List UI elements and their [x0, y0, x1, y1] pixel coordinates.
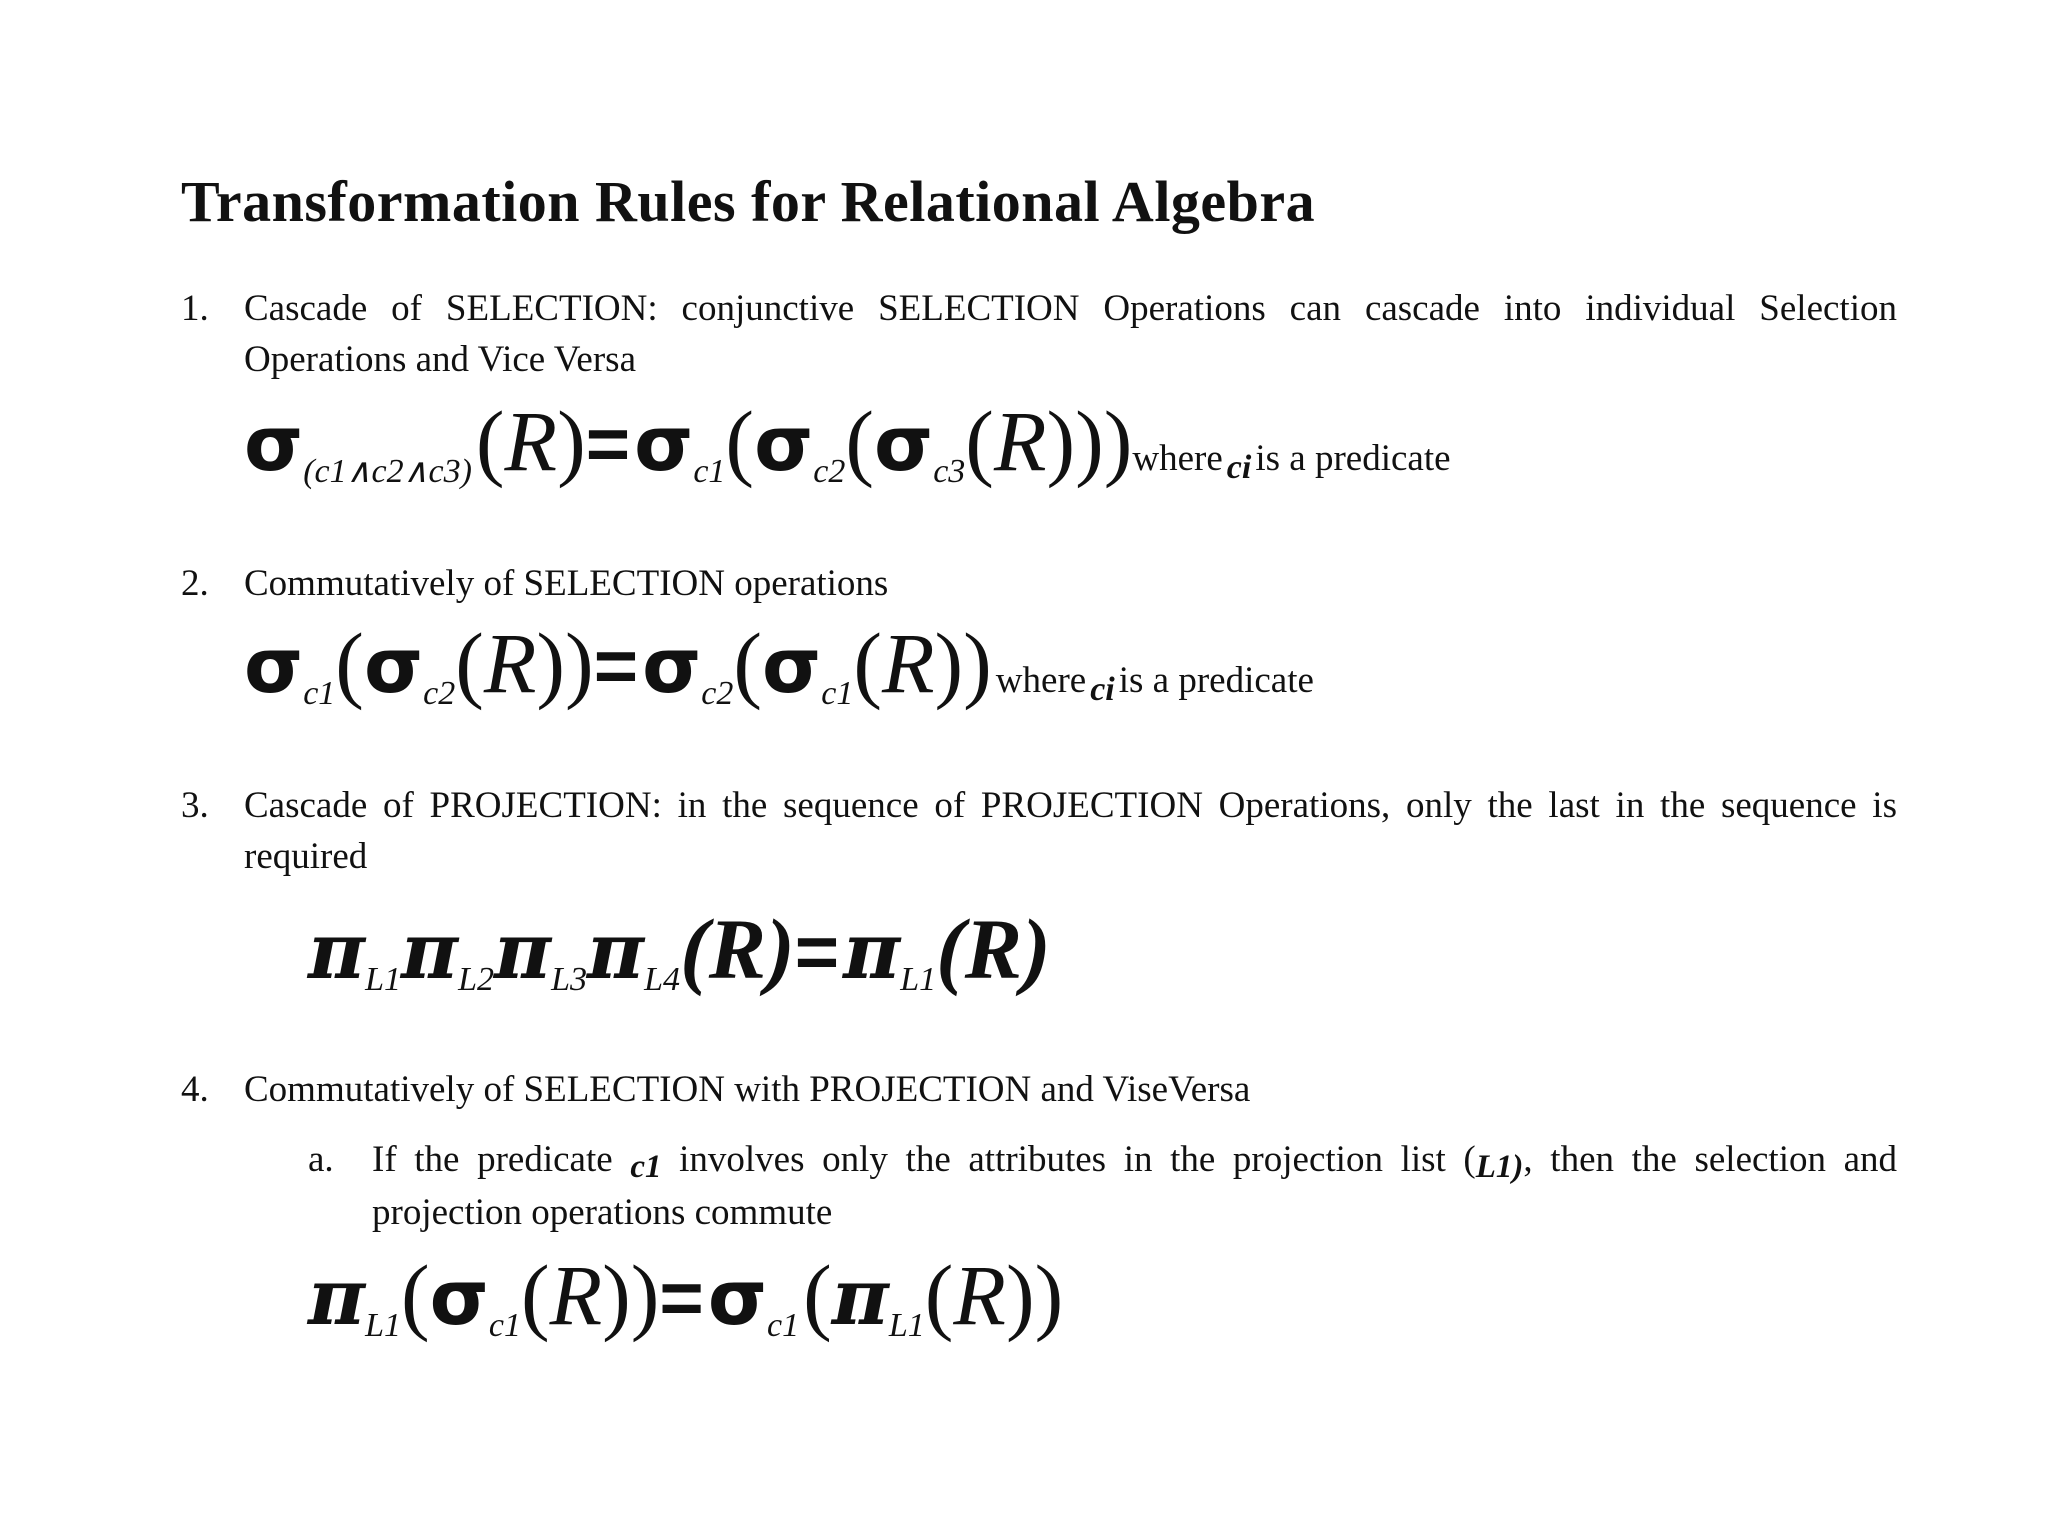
rule-4a-text-before: If the predicate: [372, 1139, 613, 1180]
formula-paren: (: [475, 393, 505, 489]
formula-subscript: L1: [365, 1307, 402, 1344]
formula-subscript: c1: [488, 1307, 521, 1344]
rule-3-formula: πL1πL2πL3πL4(R)= πL1(R): [308, 901, 1051, 998]
rule-2-text: Commutatively of SELECTION operations: [244, 563, 889, 604]
formula-subscript: L1: [365, 961, 402, 998]
formula-equals: =: [659, 1256, 704, 1341]
rule-1-text: Cascade of SELECTION: conjunctive SELECTION Operations can cascade into individual Selection Operations and Vice Versa: [244, 288, 1897, 380]
pi-symbol: π: [308, 906, 366, 997]
rule-4a-text-after: , then the selection and projection operations commute: [372, 1139, 1898, 1233]
rule-3-number: 3.: [181, 785, 209, 826]
pi-symbol: π: [831, 1252, 889, 1343]
sigma-symbol: σ: [634, 399, 694, 488]
formula-paren: )): [1075, 393, 1133, 489]
pi-symbol: π: [308, 1252, 366, 1343]
formula-note-where: where: [1132, 438, 1223, 479]
formula-paren: (: [845, 393, 874, 489]
formula-subscript: L3: [551, 961, 588, 998]
formula-relation: R: [881, 615, 935, 711]
rule-3-text: Cascade of PROJECTION: in the sequence of PROJECTION Operations, only the last in the sequence is required: [244, 785, 1897, 877]
formula-relation: R: [953, 1247, 1006, 1343]
pi-symbol: π: [494, 906, 552, 997]
pi-symbol: π: [843, 906, 901, 997]
formula-equals: =: [593, 624, 639, 709]
pi-symbol: π: [401, 906, 459, 997]
formula-subscript: c3: [933, 453, 966, 490]
formula-subscript: c2: [701, 675, 734, 712]
rule-4a-text-middle: involves only the attributes in the projection list (: [679, 1139, 1476, 1180]
formula-note-var: ci: [1090, 671, 1115, 708]
rule-2-number: 2.: [181, 563, 209, 604]
rule-4a-var-l1: L1): [1475, 1149, 1524, 1185]
sigma-symbol: σ: [429, 1253, 489, 1342]
pi-symbol: π: [587, 906, 645, 997]
rule-4a-var-c1: c1: [630, 1149, 662, 1185]
sigma-symbol: σ: [874, 399, 934, 488]
rule-4-text: Commutatively of SELECTION with PROJECTION and ViseVersa: [244, 1069, 1251, 1110]
formula-note-text: is a predicate: [1255, 438, 1451, 479]
formula-subscript: c2: [423, 675, 456, 712]
formula-relation: R: [964, 901, 1023, 997]
formula-subscript: c1: [767, 1307, 800, 1344]
formula-relation: R: [993, 393, 1047, 489]
formula-relation: R: [504, 393, 558, 489]
rule-2-formula: σc1(σc2(R))= σc2(σc1(R)) where ci is a predicate: [244, 615, 1314, 712]
rule-1-number: 1.: [181, 288, 209, 329]
formula-subscript: c1: [303, 675, 336, 712]
formula-paren: ): [557, 393, 586, 489]
formula-paren: (: [965, 393, 994, 489]
sigma-symbol: σ: [244, 399, 304, 488]
formula-subscript: L2: [458, 961, 495, 998]
rule-4a-text: [372, 1134, 1897, 1238]
formula-note-where: where: [995, 660, 1087, 701]
rule-4-number: 4.: [181, 1069, 209, 1110]
formula-paren: ): [1046, 393, 1076, 489]
sigma-symbol: σ: [762, 621, 822, 710]
formula-relation: R: [483, 615, 537, 711]
formula-note-var: ci: [1226, 449, 1252, 486]
formula-relation: R: [708, 901, 767, 997]
rule-4a-label: a.: [308, 1139, 334, 1180]
sigma-symbol: σ: [244, 621, 304, 710]
sigma-symbol: σ: [363, 621, 424, 710]
sigma-symbol: σ: [754, 399, 814, 488]
formula-subscript: c1: [693, 453, 726, 490]
formula-paren: (: [725, 393, 755, 489]
page-title: Transformation Rules for Relational Algebra: [181, 169, 1316, 234]
formula-equals: =: [585, 402, 631, 487]
formula-subscript: c2: [813, 453, 846, 490]
formula-subscript: L1: [888, 1307, 925, 1344]
rule-4-formula: πL1(σc1(R))= σc1 (πL1(R)): [308, 1247, 1064, 1344]
formula-note-text: is a predicate: [1118, 660, 1314, 701]
formula-subscript: (c1∧c2∧c3): [303, 453, 472, 490]
formula-subscript: c1: [821, 675, 854, 712]
formula-subscript: L1: [900, 961, 937, 998]
sigma-symbol: σ: [642, 621, 702, 710]
rule-1-formula: [244, 393, 1451, 490]
sigma-symbol: σ: [707, 1253, 768, 1342]
formula-subscript: L4: [644, 961, 681, 998]
formula-equals: =: [794, 910, 840, 995]
formula-relation: R: [549, 1247, 603, 1343]
